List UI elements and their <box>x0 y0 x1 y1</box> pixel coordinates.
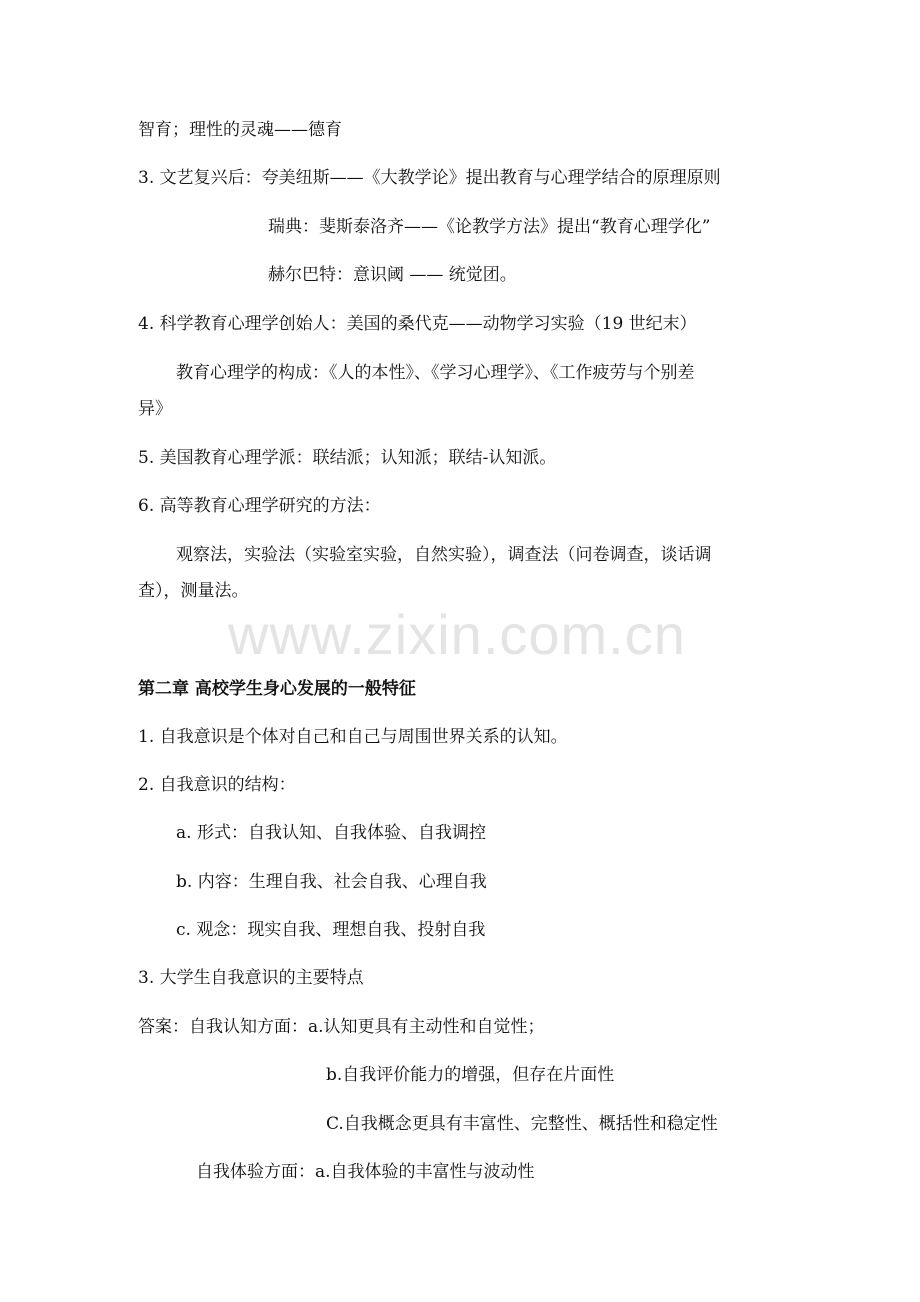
text-line: 1. 自我意识是个体对自己和自己与周围世界关系的认知。 <box>138 727 568 747</box>
text-line: 教育心理学的构成：《人的本性》、《学习心理学》、《工作疲劳与个别差 <box>176 363 695 383</box>
text-line: 自我体验方面：a.自我体验的丰富性与波动性 <box>196 1162 535 1182</box>
text-line: 2. 自我意识的结构： <box>138 775 296 795</box>
text-line: 4. 科学教育心理学创始人：美国的桑代克——动物学习实验（19 世纪末） <box>138 314 697 334</box>
text-line: 观察法，实验法（实验室实验，自然实验），调查法（问卷调查，谈话调 <box>176 545 712 565</box>
text-line: c. 观念：现实自我、理想自我、投射自我 <box>176 920 486 940</box>
text-line: 答案：自我认知方面：a.认知更具有主动性和自觉性； <box>138 1017 545 1037</box>
text-line: C.自我概念更具有丰富性、完整性、概括性和稳定性 <box>326 1114 718 1134</box>
text-line: 智育；理性的灵魂——德育 <box>138 120 342 140</box>
text-line: 3. 大学生自我意识的主要特点 <box>138 968 364 988</box>
watermark: www.zixin.com.cn <box>228 603 686 666</box>
text-line: 瑞典：斐斯泰洛齐——《论教学方法》提出“教育心理学化” <box>268 217 711 237</box>
text-line: 异》 <box>138 399 172 419</box>
text-line: 5. 美国教育心理学派：联结派；认知派；联结-认知派。 <box>138 448 557 468</box>
text-line: 赫尔巴特：意识阈 —— 统觉团。 <box>268 265 517 285</box>
text-line: b.自我评价能力的增强，但存在片面性 <box>326 1065 615 1085</box>
text-line: b. 内容：生理自我、社会自我、心理自我 <box>176 872 487 892</box>
chapter-heading: 第二章 高校学生身心发展的一般特征 <box>138 679 416 699</box>
text-line: 查），测量法。 <box>138 581 249 601</box>
text-line: 3. 文艺复兴后：夸美纽斯——《大教学论》提出教育与心理学结合的原理原则 <box>138 168 721 188</box>
text-line: 6. 高等教育心理学研究的方法： <box>138 496 381 516</box>
text-line: a. 形式：自我认知、自我体验、自我调控 <box>176 823 486 843</box>
